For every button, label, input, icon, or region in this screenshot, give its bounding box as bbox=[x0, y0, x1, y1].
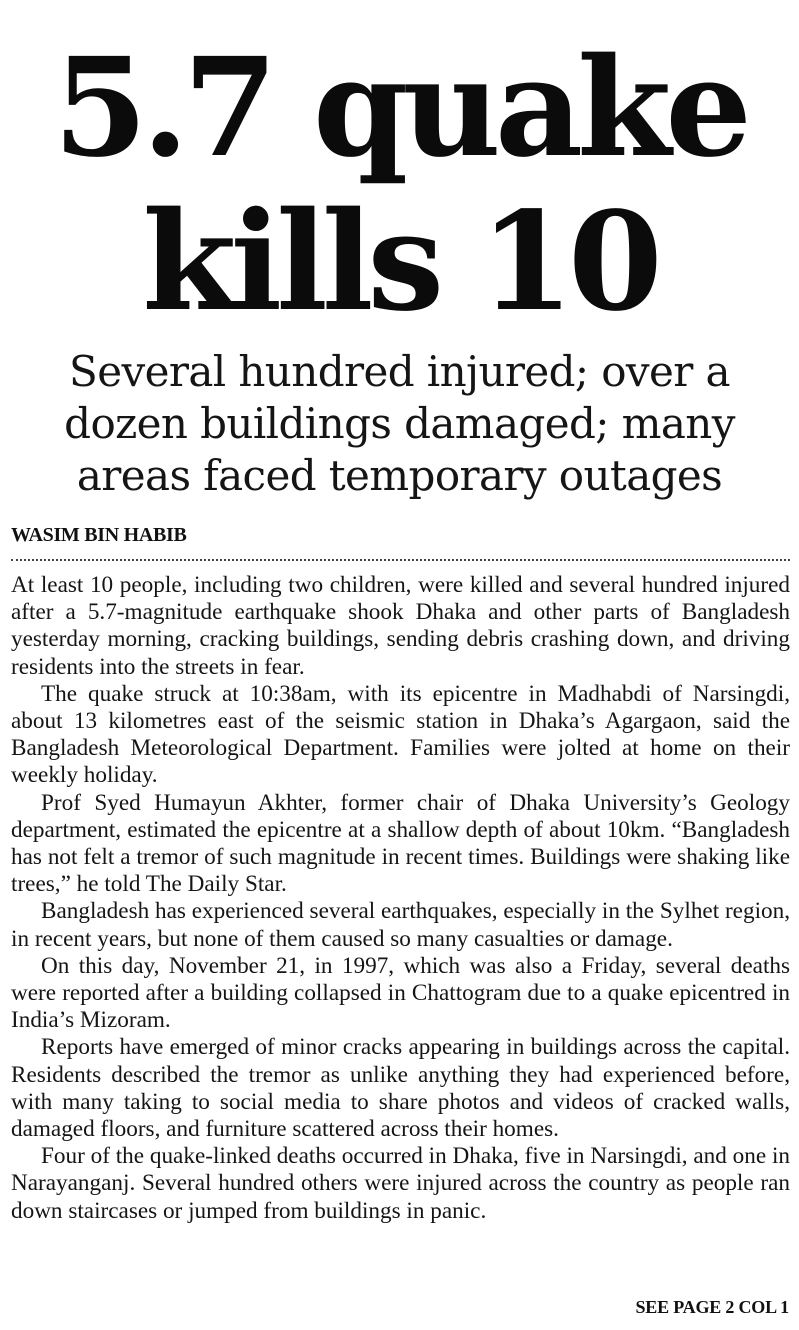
subheadline-line-2: dozen buildings damaged; many bbox=[64, 399, 735, 448]
paragraph: Reports have emerged of minor cracks appearing in buildings across the capital. Residents described the tremor as unlike anything they had experienced before, with many taking to social media to share photos and videos of cracked walls, damaged floors, and furniture scattered across their homes. bbox=[11, 1034, 790, 1143]
byline: WASIM BIN HABIB bbox=[11, 524, 187, 546]
continued-jump-line: SEE PAGE 2 COL 1 bbox=[635, 1297, 789, 1317]
article-body bbox=[11, 572, 790, 1225]
paragraph: The quake struck at 10:38am, with its epicentre in Madhabdi of Narsingdi, about 13 kilometres east of the seismic station in Dhaka’s Agargaon, said the Bangladesh Meteorological Department. Families were jolted at home on their weekly holiday. bbox=[11, 680, 790, 789]
paragraph: Bangladesh has experienced several earthquakes, especially in the Sylhet region, in recent years, but none of them caused so many casualties or damage. bbox=[11, 898, 790, 952]
subheadline bbox=[0, 346, 799, 502]
subheadline-line-1: Several hundred injured; over a bbox=[69, 347, 730, 396]
dotted-divider bbox=[11, 559, 790, 561]
headline-line-2: kills 10 bbox=[142, 182, 657, 342]
paragraph: Prof Syed Humayun Akhter, former chair of Dhaka University’s Geology department, estimated the epicentre at a shallow depth of about 10km. “Bangladesh has not felt a tremor of such magnitude in recent times. Buildings were shaking like trees,” he told The Daily Star. bbox=[11, 789, 790, 898]
paragraph: On this day, November 21, in 1997, which was also a Friday, several deaths were reported after a building collapsed in Chattogram due to a quake epicentred in India’s Mizoram. bbox=[11, 952, 790, 1034]
paragraph: Four of the quake-linked deaths occurred in Dhaka, five in Narsingdi, and one in Narayanganj. Several hundred others were injured across the country as people ran down staircases or jumped from buildings in panic. bbox=[11, 1143, 790, 1224]
headline-line-1: 5.7 quake bbox=[53, 28, 746, 188]
paragraph: At least 10 people, including two children, were killed and several hundred injured after a 5.7-magnitude earthquake shook Dhaka and other parts of Bangladesh yesterday morning, cracking buildings, sending debris crashing down, and driving residents into the streets in fear. bbox=[11, 572, 790, 680]
subheadline-line-3: areas faced temporary outages bbox=[76, 451, 723, 500]
